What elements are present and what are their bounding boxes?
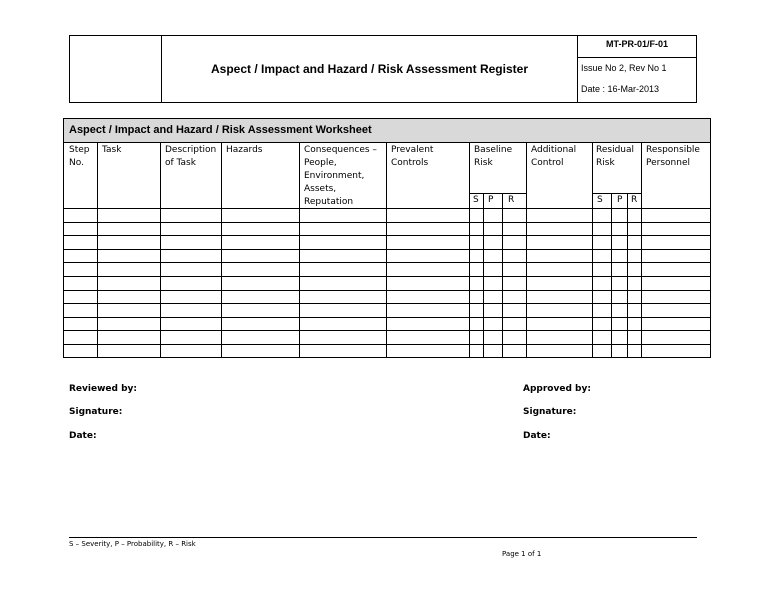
document-header — [69, 35, 697, 103]
col-consequences: Consequences – People, Environment, Assets, Reputation — [304, 145, 377, 207]
grid-line — [64, 208, 710, 209]
table-row-divider — [64, 303, 710, 304]
worksheet-title: Aspect / Impact and Hazard / Risk Assessment Worksheet — [64, 119, 710, 143]
reviewed-by-label: Reviewed by: — [69, 384, 137, 394]
footer-divider — [69, 537, 697, 538]
approved-date-label: Date: — [523, 431, 551, 441]
residual-risk-label: R — [631, 195, 638, 205]
grid-line — [592, 193, 641, 194]
grid-line — [299, 143, 300, 358]
table-row-divider — [64, 330, 710, 331]
col-hazards: Hazards — [226, 145, 263, 155]
worksheet-table — [63, 118, 711, 358]
document-title: Aspect / Impact and Hazard / Risk Assessment Register — [162, 36, 578, 102]
page-number: Page 1 of 1 — [502, 550, 542, 558]
document-issue: Issue No 2, Rev No 1 — [581, 63, 667, 73]
col-residual-risk: Residual Risk — [596, 145, 635, 168]
baseline-probability-label: P — [488, 195, 494, 205]
col-prevalent-controls: Prevalent Controls — [391, 145, 434, 168]
document-date: Date : 16-Mar-2013 — [581, 84, 660, 94]
table-row-divider — [64, 344, 710, 345]
baseline-risk-label: R — [508, 195, 515, 205]
logo-placeholder — [70, 36, 162, 102]
grid-line — [469, 143, 470, 358]
table-row-divider — [64, 235, 710, 236]
table-row-divider — [64, 290, 710, 291]
col-task: Task — [102, 145, 122, 155]
grid-line — [641, 143, 642, 358]
reviewed-date-label: Date: — [69, 431, 97, 441]
table-row-divider — [64, 262, 710, 263]
baseline-severity-label: S — [473, 195, 479, 205]
col-additional-control: Additional Control — [531, 145, 577, 168]
grid-line — [469, 193, 526, 194]
grid-line — [386, 143, 387, 358]
col-description: Description of Task — [165, 145, 217, 168]
grid-line — [97, 143, 98, 358]
risk-legend: S – Severity, P – Probability, R – Risk — [69, 540, 196, 548]
grid-line — [160, 143, 161, 358]
table-row-divider — [64, 317, 710, 318]
table-row-divider — [64, 276, 710, 277]
residual-severity-label: S — [597, 195, 603, 205]
grid-line — [592, 143, 593, 358]
document-id: MT-PR-01/F-01 — [578, 36, 696, 58]
table-row-divider — [64, 222, 710, 223]
residual-probability-label: P — [617, 195, 623, 205]
grid-line — [526, 143, 527, 358]
table-row-divider — [64, 249, 710, 250]
grid-line — [221, 143, 222, 358]
approved-signature-label: Signature: — [523, 407, 577, 417]
col-responsible-personnel: Responsible Personnel — [646, 145, 700, 168]
col-baseline-risk: Baseline Risk — [474, 145, 513, 168]
approved-by-label: Approved by: — [523, 384, 591, 394]
col-step-no: Step No. — [69, 145, 90, 168]
reviewed-signature-label: Signature: — [69, 407, 123, 417]
